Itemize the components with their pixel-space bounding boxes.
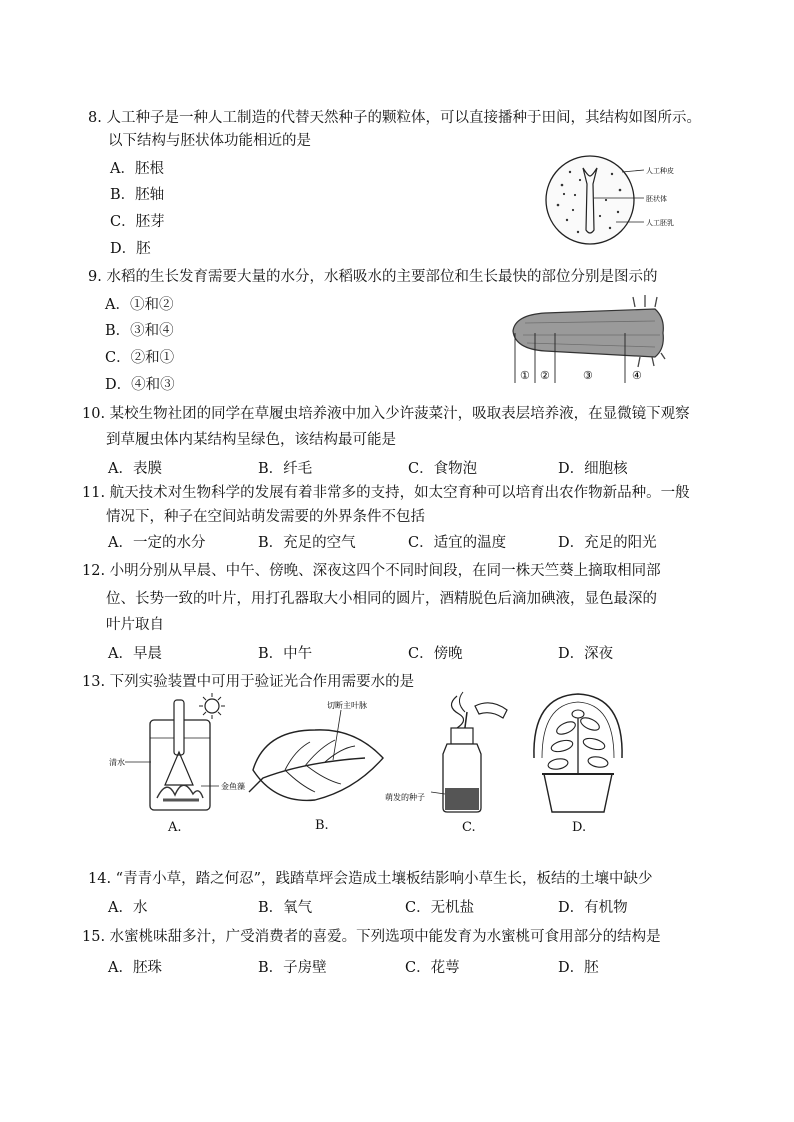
label-zone-1: ①	[520, 369, 530, 382]
q9-option-d[interactable]: D．④和③	[105, 377, 175, 393]
q8-stem-1: 人工种子是一种人工制造的代替天然种子的颗粒体，可以直接播种于田间，其结构如图所示。	[106, 110, 701, 126]
q13-line1	[82, 672, 414, 692]
q11-option-a[interactable]: A．一定的水分	[108, 535, 206, 551]
label-zone-4: ④	[632, 369, 642, 382]
q12-stem-2: 位、长势一致的叶片，用打孔器取大小相同的圆片，酒精脱色后滴加碘液，显色最深的	[106, 591, 657, 607]
q8-option-d[interactable]: D．胚	[110, 241, 151, 257]
q11-option-b[interactable]: B．充足的空气	[258, 535, 356, 551]
q14-option-a[interactable]: A．水	[108, 900, 148, 916]
figure-a-aquatic-plant-jar	[105, 690, 245, 815]
q9-stem: 水稻的生长发育需要大量的水分，水稻吸水的主要部位和生长最快的部位分别是图示的	[106, 269, 658, 285]
q14-line1	[88, 869, 653, 889]
q15-option-a[interactable]: A．胚珠	[108, 960, 162, 976]
q11-line1	[82, 483, 690, 503]
q13-stem: 下列实验装置中可用于验证光合作用需要水的是	[109, 674, 415, 690]
q15-option-b[interactable]: B．子房壁	[258, 960, 327, 976]
label-artificial-endosperm: 人工胚乳	[646, 219, 674, 227]
q10-stem-1: 某校生物社团的同学在草履虫培养液中加入少许菠菜汁，吸取表层培养液，在显微镜下观察	[109, 406, 690, 422]
q11-stem-2: 情况下，种子在空间站萌发需要的外界条件不包括	[106, 509, 425, 525]
q14-option-c[interactable]: C．无机盐	[405, 900, 475, 916]
figure-d-caption: D.	[572, 820, 587, 835]
figure-c-seed-bottle	[385, 688, 520, 816]
q15-option-c[interactable]: C．花萼	[405, 960, 460, 976]
artificial-seed-figure	[540, 150, 690, 250]
q12-option-a[interactable]: A．早晨	[108, 646, 162, 662]
q10-option-a[interactable]: A．表膜	[108, 461, 162, 477]
q11-number: 11.	[82, 485, 106, 501]
figure-d-potted-plant-bell-jar	[528, 688, 628, 816]
q15-line1	[82, 927, 661, 947]
q10-option-b[interactable]: B．纤毛	[258, 461, 313, 477]
q9-option-b[interactable]: B．③和④	[105, 323, 174, 339]
q15-option-d[interactable]: D．胚	[558, 960, 599, 976]
q14-stem: “青青小草，踏之何忍”，践踏草坪会造成土壤板结影响小草生长，板结的土壤中缺少	[115, 871, 653, 887]
q12-line1	[82, 561, 661, 581]
q13-number: 13.	[82, 674, 106, 690]
q12-stem-1: 小明分别从早晨、中午、傍晚、深夜这四个不同时间段，在同一株天竺葵上摘取相同部	[109, 563, 661, 579]
figure-c-caption: C.	[462, 820, 476, 835]
label-zone-2: ②	[540, 369, 550, 382]
root-tip-figure	[505, 293, 680, 385]
sun-icon	[199, 693, 225, 719]
q11-stem-1: 航天技术对生物科学的发展有着非常多的支持，如太空育种可以培育出农作物新品种。一般	[109, 485, 690, 501]
q14-number: 14.	[88, 871, 112, 887]
q14-option-d[interactable]: D．有机物	[558, 900, 628, 916]
q12-option-b[interactable]: B．中午	[258, 646, 313, 662]
q12-stem-3: 叶片取自	[106, 617, 164, 633]
label-hornwort: 金鱼藻	[221, 782, 245, 791]
label-clear-water: 清水	[109, 758, 125, 767]
q9-number: 9.	[88, 269, 102, 285]
q9-option-c[interactable]: C．②和①	[105, 350, 175, 366]
q8-option-b[interactable]: B．胚轴	[110, 187, 165, 203]
label-zone-3: ③	[583, 369, 593, 382]
q10-option-d[interactable]: D．细胞核	[558, 461, 628, 477]
q11-option-c[interactable]: C．适宜的温度	[408, 535, 507, 551]
figure-b-caption: B.	[315, 818, 329, 833]
q10-number: 10.	[82, 406, 106, 422]
q12-number: 12.	[82, 563, 106, 579]
label-cut-main-vein: 切断主叶脉	[327, 701, 367, 710]
q8-number: 8.	[88, 110, 102, 126]
q11-option-d[interactable]: D．充足的阳光	[558, 535, 657, 551]
label-embryoid: 胚状体	[646, 195, 667, 203]
q12-option-c[interactable]: C．傍晚	[408, 646, 463, 662]
q10-option-c[interactable]: C．食物泡	[408, 461, 478, 477]
q8-stem-2: 以下结构与胚状体功能相近的是	[108, 133, 311, 149]
label-germinating-seeds: 萌发的种子	[385, 793, 425, 802]
q8-option-a[interactable]: A．胚根	[110, 161, 164, 177]
figure-b-leaf	[245, 700, 395, 815]
q15-number: 15.	[82, 929, 106, 945]
q8-option-c[interactable]: C．胚芽	[110, 214, 165, 230]
q8-line1	[88, 108, 701, 128]
q12-option-d[interactable]: D．深夜	[558, 646, 614, 662]
q9-option-a[interactable]: A．①和②	[105, 297, 174, 313]
label-artificial-coat: 人工种皮	[646, 167, 674, 175]
q14-option-b[interactable]: B．氧气	[258, 900, 313, 916]
q9-line1	[88, 267, 657, 287]
q10-stem-2: 到草履虫体内某结构呈绿色，该结构最可能是	[106, 432, 396, 448]
q15-stem: 水蜜桃味甜多汁，广受消费者的喜爱。下列选项中能发育为水蜜桃可食用部分的结构是	[109, 929, 661, 945]
figure-a-caption: A.	[168, 820, 182, 835]
q10-line1	[82, 404, 690, 424]
